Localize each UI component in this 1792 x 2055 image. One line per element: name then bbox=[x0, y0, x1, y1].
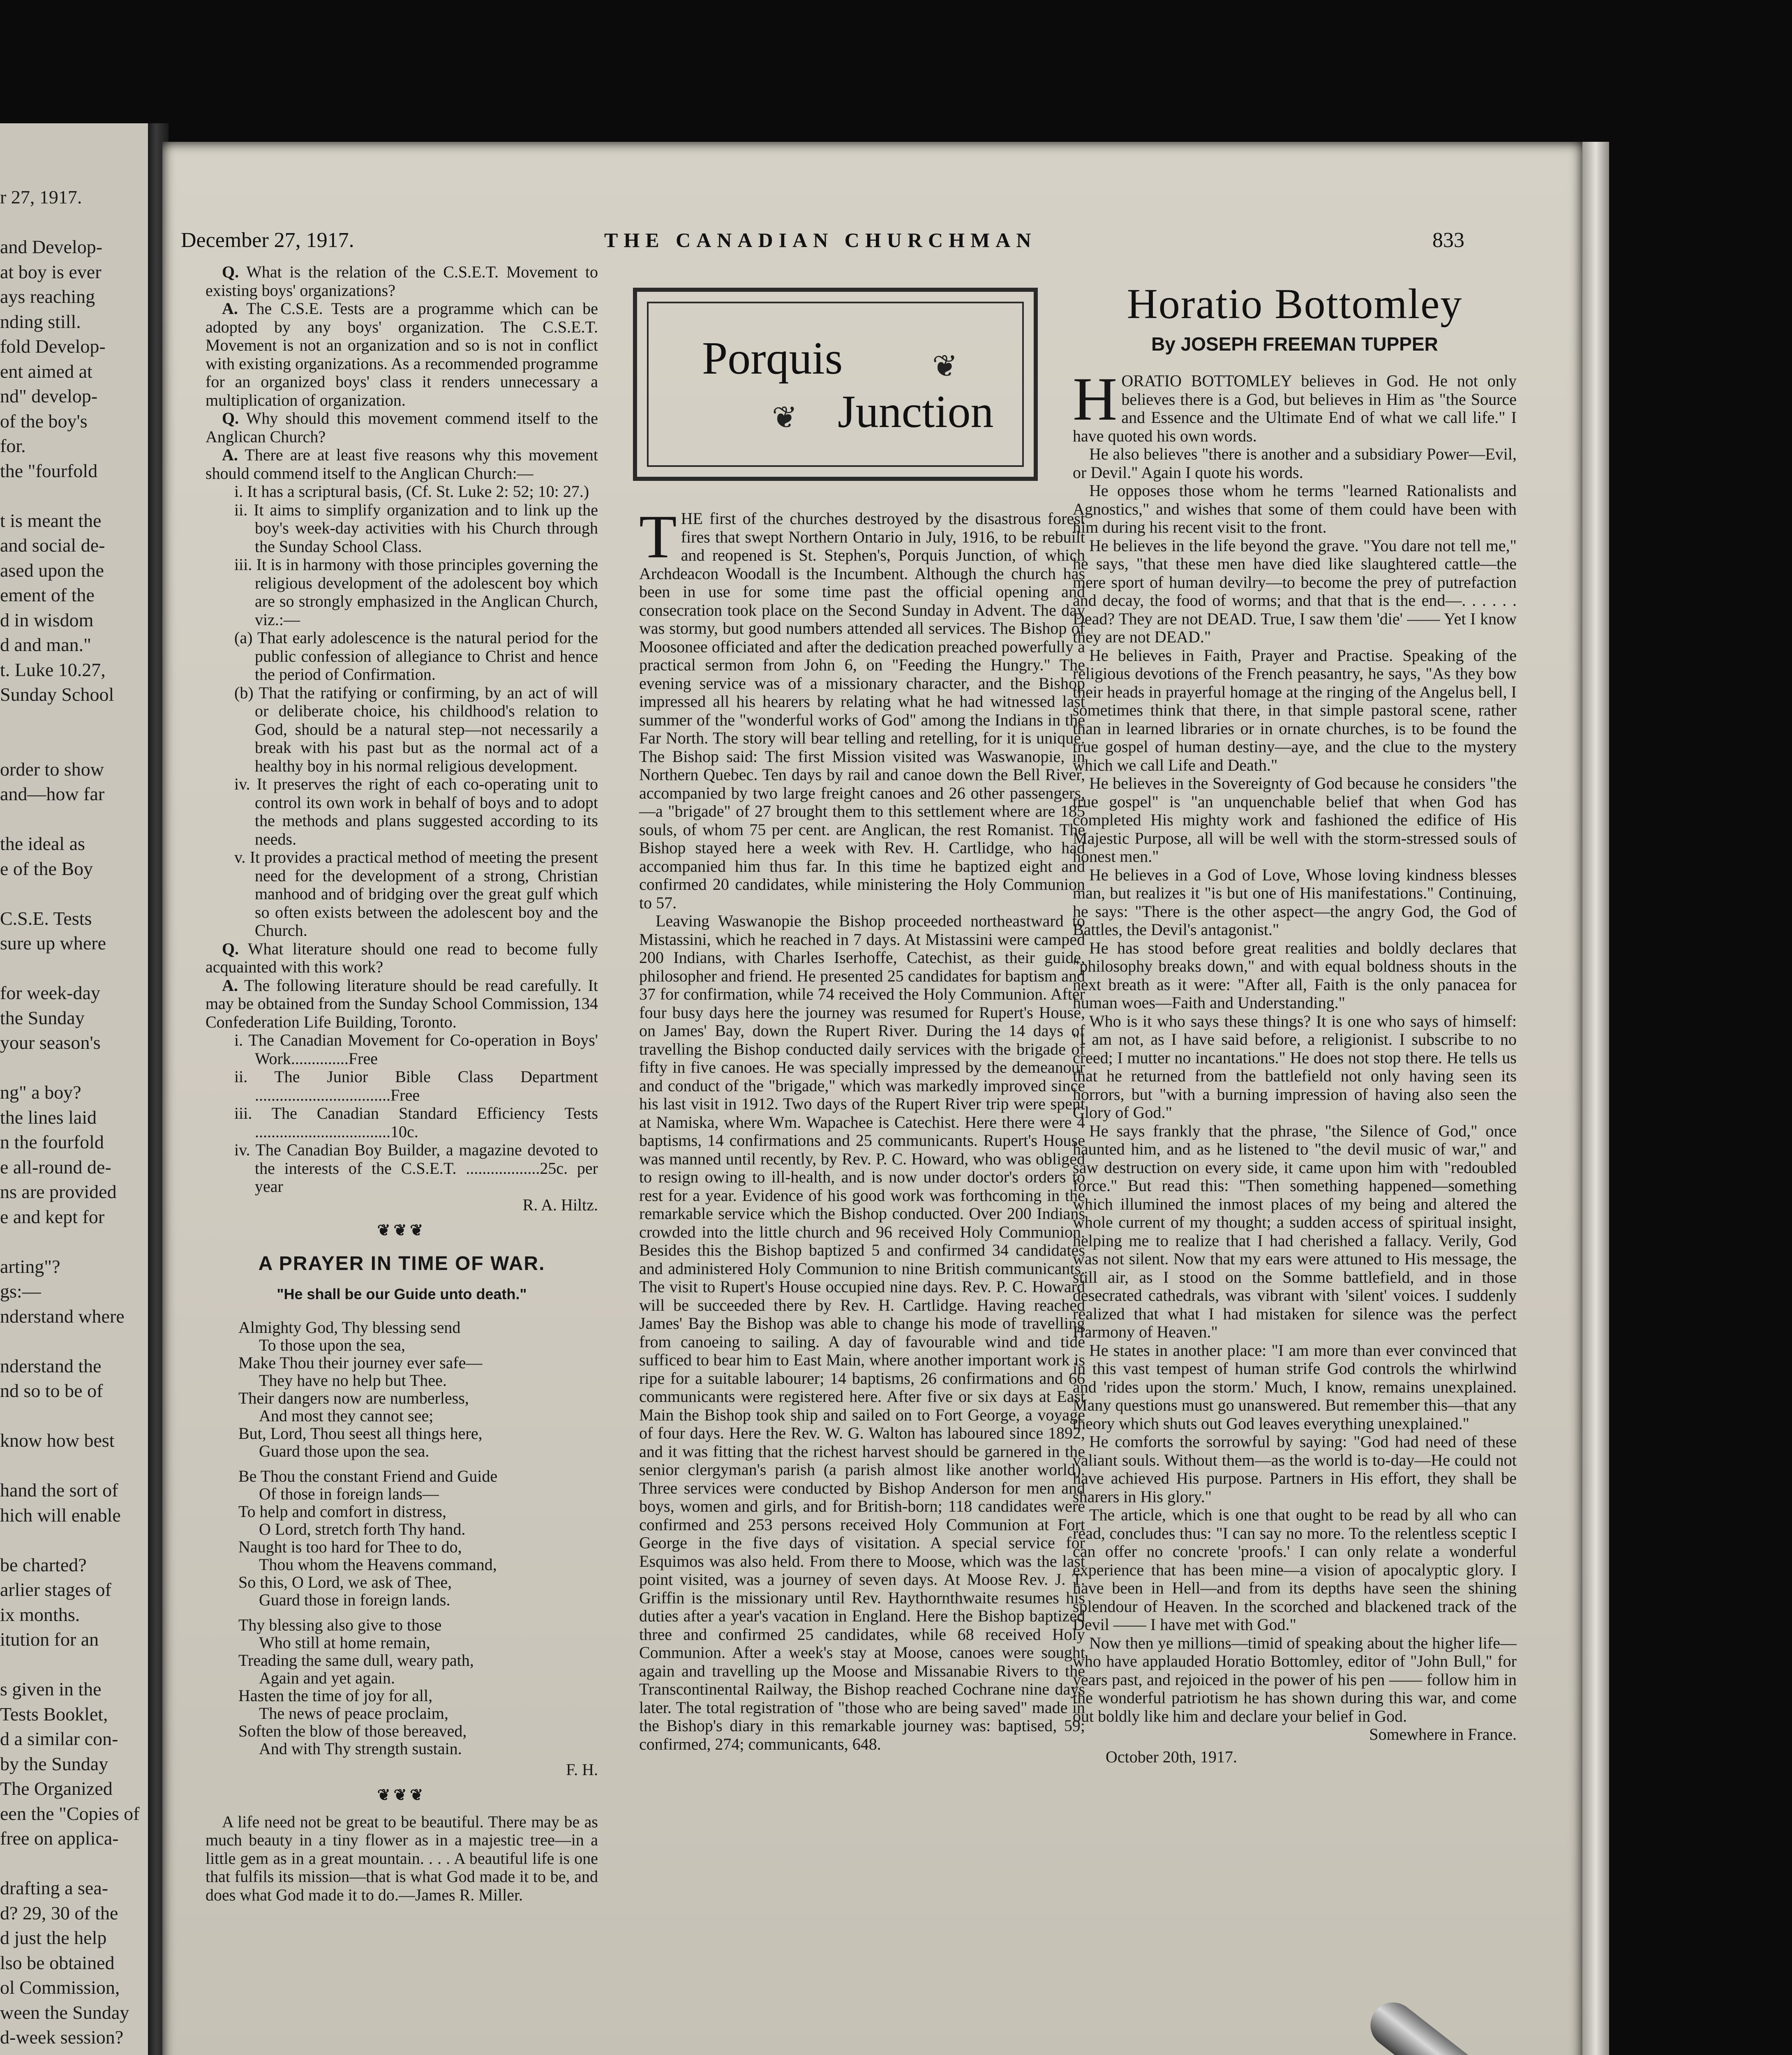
list-item bbox=[206, 775, 598, 848]
article-paragraph: He says frankly that the phrase, "the Silence of God," once haunted him, and as he listened to "the devil music of war," and saw destruction on every side, it came upon him with "redoubled force." But read this: "Then something happened—something which illumined the inmost places of my being and altered the whole current of my thought; a sudden access of spiritual insight, helping me to realize that I had cherished a fallacy. Verily, God was not silent. Now that my ears were attuned to His message, the still air, as I stood on the Somme battlefield, and in those desecrated cathedrals, was vibrant with 'silent' voices. I suddenly realized that what I had mistaken for silence was the perfect Harmony of Heaven." bbox=[1073, 1121, 1517, 1341]
prayer-poem bbox=[206, 1318, 598, 1757]
stanza-gap bbox=[206, 1460, 598, 1467]
qa-text: There are at least five reasons why this movement should commend itself to the Anglican Church:— bbox=[206, 446, 598, 483]
left-page-line: nd so to be of bbox=[0, 1380, 103, 1401]
poem-line: So this, O Lord, we ask of Thee, bbox=[238, 1572, 452, 1591]
left-page-line: sure up where bbox=[0, 933, 106, 954]
article-signoff: Somewhere in France. bbox=[1369, 1725, 1517, 1743]
left-page-line: at boy is ever bbox=[0, 261, 102, 282]
qa-label: A. bbox=[222, 446, 238, 464]
list-item bbox=[206, 483, 598, 501]
left-page-line: s given in the bbox=[0, 1679, 102, 1699]
poem-line: To those upon the sea, bbox=[259, 1335, 406, 1354]
leaf-ornament-icon: ❦ bbox=[772, 400, 798, 435]
list-text: It preserves the right of each co-operating unit to control its own work in behalf of boys and to adopt the methods and plans suggested according to its needs. bbox=[255, 775, 598, 848]
poem-line: Be Thou the constant Friend and Guide bbox=[238, 1466, 498, 1485]
drop-cap: H bbox=[1073, 365, 1118, 433]
left-page-line: gs:— bbox=[0, 1281, 41, 1302]
poem-line: And most they cannot see; bbox=[259, 1406, 434, 1425]
poem-line: To help and comfort in distress, bbox=[238, 1502, 446, 1521]
list-item bbox=[206, 556, 598, 629]
left-page-line: ix months. bbox=[0, 1604, 80, 1625]
list-item bbox=[206, 629, 598, 684]
left-page-line: Sunday School bbox=[0, 684, 114, 705]
list-text: The Canadian Standard Efficiency Tests .................................10c. bbox=[255, 1104, 598, 1141]
list-number: iii. bbox=[234, 1104, 252, 1122]
stanza-gap bbox=[206, 1609, 598, 1616]
left-page-line: e of the Boy bbox=[0, 858, 93, 879]
article-paragraph: He believes in the Sovereignty of God because he considers "the true gospel" is "an unquenchable belief that when God has completed His mighty work and fashioned the edifice of His Majestic Purpose, all will be well with the storm-stressed souls of honest men." bbox=[1073, 774, 1517, 866]
poem-line: Guard those upon the sea. bbox=[259, 1441, 430, 1460]
left-page-fragment bbox=[0, 123, 148, 2055]
article-title: Horatio Bottomley bbox=[1127, 280, 1463, 328]
left-page-line: ent aimed at bbox=[0, 360, 92, 382]
list-text: It aims to simplify organization and to link up the boy's week-day activities with his Church through the Sunday School Class. bbox=[254, 500, 598, 556]
left-page-line: and social de- bbox=[0, 535, 105, 556]
list-text: It is in harmony with those principles governing the religious development of the adolescent boy which are so strongly emphasized in the Anglican Church, viz.:— bbox=[255, 555, 598, 629]
left-page-line: hand the sort of bbox=[0, 1480, 118, 1501]
left-page-line: arlier stages of bbox=[0, 1579, 111, 1600]
left-page-line: ased upon the bbox=[0, 559, 104, 581]
left-page-line: of the boy's bbox=[0, 410, 88, 432]
article-paragraph: Leaving Waswanopie the Bishop proceeded northeastward to Mistassini, which he reached in 7 days. At Mistassini were camped 200 Indians, with Charles Iserhoffe, Catechist, as their guide, philosopher and friend. He presented 25 candidates for baptism and 37 for confirmation, while 74 received the Holy Communion. After four busy days here the journey was resumed for Rupert's House, on James' Bay, down the Rupert River. During the 14 days of travelling the Bishop conducted daily services with the brigade of fifty in five canoes. He was specially impressed by the demeanour and conduct of the "brigade," which was markedly improved since his last visit in 1912. Two days of the Rupert River trip were spent at Namiska, where Wm. Wapachee is Catechist. Here there were 4 baptisms, 14 confirmations and 25 communicants. Rupert's House was manned until recently, by Rev. P. C. Howard, who was obliged to resign owing to ill-health, and is now under doctor's orders to rest for a year. Evidence of his good work was forthcoming in the remarkable service which the Bishop conducted. Over 200 Indians crowded into the little church and 96 received Holy Communion. Besides this the Bishop baptized 5 and confirmed 34 candidates and administered Holy Communion to nine British communicants. The visit to Rupert's House occupied nine days. Rev. P. C. Howard will be succeeded there by Rev. H. Cartlidge. Having reached James' Bay the Bishop was able to change his mode of travelling from canoeing to sailing. A day of favourable wind and tide sufficed to bear him to East Main, where another important work is ripe for a suitable labourer; 14 baptisms, 26 confirmations and 66 communicants were registered here. After five or six days at East Main the Bishop took ship and sailed on to Fort George, a voyage of four days. Here the Rev. W. G. Walton has laboured since 1892, and it was fitting that the richest harvest should be garnered in the senior clergyman's parish (a parish almost like another world). Three services were conducted by Bishop Anderson for men and boys, women and girls, and for British-born; 118 candidates were confirmed and 253 persons received Holy Communion at Fort George in the five days of visitation. A special service for Esquimos was also held. From there to Moose, which was the last point visited, was a journey of seven days. At Moose Rev. J. T. Griffin is the missionary until Rev. Haythornthwaite resumes his duties after a year's vacation in England. Here the Bishop baptized three and confirmed 25 candidates, while 68 received Holy Communion. After a week's stay at Moose, canoes were sought again and travelling up the Moose and Missanabie Rivers to the Transcontinental Railway, the Bishop reached Cochrane nine days later. The total registration of "those who are being saved" made in the Bishop's diary in this remarkable journey was: baptised, 59; confirmed, 274; communicants, 648. bbox=[639, 912, 1085, 1753]
leaf-ornament-icon: ❦ bbox=[932, 349, 958, 384]
qa-text: Why should this movement commend itself to the Anglican Church? bbox=[206, 409, 598, 446]
poem-line: Guard those in foreign lands. bbox=[259, 1590, 450, 1609]
qa-label: Q. bbox=[222, 263, 239, 281]
poem-line: Who still at home remain, bbox=[259, 1633, 430, 1652]
porquis-title-box bbox=[633, 288, 1038, 481]
qa-label: Q. bbox=[222, 409, 239, 427]
drop-cap: T bbox=[639, 503, 677, 571]
qa-paragraph bbox=[206, 409, 598, 446]
qa-paragraph bbox=[206, 446, 598, 483]
left-page-line: be charted? bbox=[0, 1554, 87, 1575]
article-paragraph: He believes in the life beyond the grave. "You dare not tell me," he says, "that these men have died like slaughtered cattle—the mere sport of human devilry—to become the prey of putrefaction and decay, the food of worms; and that that is the end—. . . . . . Dead? They are not DEAD. True, I saw them 'die' —— Yet I know they are not DEAD." bbox=[1073, 536, 1517, 646]
left-page-line: for week-day bbox=[0, 982, 100, 1003]
list-item bbox=[206, 501, 598, 556]
left-page-line: nderstand where bbox=[0, 1305, 125, 1327]
porquis-title-line1: Porquis bbox=[702, 333, 843, 384]
ornament-divider: ❦❦❦ bbox=[377, 1787, 427, 1804]
left-page-line: nd" develop- bbox=[0, 386, 98, 406]
article-paragraph: THE first of the churches destroyed by the disastrous forest fires that swept Northern Ontario in July, 1916, to be rebuilt and reopened is St. Stephen's, Porquis Junction, of which Archdeacon Woodall is the Incumbent. Although the church has been in use for some time past the official opening and consecration took place on the Second Sunday in Advent. The day was stormy, but good numbers attended all services. The Bishop of Moosonee officiated and after the dedication preached powerfully a practical sermon from John 6, on "Feeding the Hungry." The evening service was of a missionary character, and the Bishop impressed all his hearers by relating what he had witnessed last summer of the "wonderful works of God" among the Indians in the Far North. The story will bear telling and retelling, for it is unique. The Bishop said: The first Mission visited was Waswanopie, in Northern Quebec. Ten days by rail and canoe down the Bell River, accompanied by two large freight canoes and 26 other passengers,—a "brigade" of 27 brought them to this settlement where are 185 souls, of whom 75 per cent. are Anglican, the rest Romanist. The Bishop stayed here a week with Rev. H. Cartlidge, who had accompanied him thus far. In this time he baptized eight and confirmed 20 candidates, while ministering the Holy Communion to 57. bbox=[639, 503, 1085, 912]
list-number: (b) bbox=[234, 683, 254, 702]
qa-paragraph bbox=[206, 300, 598, 409]
list-text: It provides a practical method of meeting the present need for the development of a strong, Christian manhood and of bridging over the great gulf which so often exists between the adolescent boy and the Church. bbox=[249, 848, 598, 940]
left-page-line: the Sunday bbox=[0, 1007, 85, 1028]
left-page-line: know how best bbox=[0, 1430, 115, 1451]
left-page-line: itution for an bbox=[0, 1629, 99, 1650]
article-paragraph: Who is it who says these things? It is one who says of himself: "I am not, as I have said before, a religionist. I subscribe to no creed; I mutter no incantations." He does not stop there. He tells us that he returned from the battlefield not only having seen its horrors, but "with a burning impression of having also seen the Glory of God." bbox=[1073, 1011, 1517, 1122]
header-date: December 27, 1917. bbox=[181, 229, 354, 252]
sub-reasons-list bbox=[206, 629, 598, 775]
article-paragraph: He states in another place: "I am more than ever convinced that in this vast tempest of human strife God controls the whirlwind and 'rides upon the storm.' Much, I know, remains unexplained. Many questions must go unanswered. But remember this—that any theory which shuts out God leaves everything unexplained." bbox=[1073, 1341, 1517, 1433]
poem-line: The news of peace proclaim, bbox=[259, 1704, 448, 1723]
masthead: THE CANADIAN CHURCHMAN bbox=[604, 229, 1037, 252]
prayer-epigraph: "He shall be our Guide unto death." bbox=[277, 1286, 527, 1302]
qa-paragraph bbox=[206, 263, 598, 300]
literature-list bbox=[206, 1031, 598, 1196]
left-page-line: t is meant the bbox=[0, 510, 102, 531]
page-edge bbox=[1582, 142, 1609, 2055]
poem-line: They have no help but Thee. bbox=[259, 1371, 447, 1390]
left-page-line: ween the Sunday bbox=[0, 2002, 129, 2023]
article-paragraph: He has stood before great realities and boldly declares that "philosophy breaks down," and with equal boldness shouts in the next breath as it were: "After all, Faith is the only panacea for human woes—Faith and Understanding." bbox=[1073, 938, 1517, 1012]
left-page-line: t. Luke 10.27, bbox=[0, 659, 106, 680]
poem-line: But, Lord, Thou seest all things here, bbox=[238, 1424, 483, 1443]
left-page-line: and Develop- bbox=[0, 236, 103, 257]
left-page-line: r 27, 1917. bbox=[0, 187, 82, 208]
article-paragraph: He believes in a God of Love, Whose loving kindness blesses man, but realizes it "is but one of His manifestations." Continuing, he says: "There is the other aspect—the angry God, the God of Battles, the Devil's antagonist." bbox=[1073, 865, 1517, 939]
article-paragraph: Now then ye millions—timid of speaking about the higher life—who have applauded Horatio Bottomley, editor of "John Bull," for years past, and rejoiced in the power of his pen —— follow him in the wonderful patriotism he has shown during this war, and come out boldly like him and declare your belief in God. bbox=[1073, 1633, 1517, 1725]
list-number: ii. bbox=[234, 1067, 248, 1086]
column-porquis-junction bbox=[639, 503, 1085, 1753]
article-date: October 20th, 1917. bbox=[1106, 1747, 1237, 1766]
page-number: 833 bbox=[1432, 229, 1464, 252]
left-page-line: nderstand the bbox=[0, 1355, 102, 1376]
porquis-title-inner-border bbox=[647, 302, 1024, 467]
qa-paragraph bbox=[206, 940, 598, 977]
poem-line: O Lord, stretch forth Thy hand. bbox=[259, 1519, 466, 1538]
left-page-line: e and kept for bbox=[0, 1206, 105, 1227]
list-item bbox=[206, 684, 598, 776]
list-text: The Canadian Boy Builder, a magazine devoted to the interests of the C.S.E.T. ..................25c. per year bbox=[255, 1141, 598, 1196]
left-page-line: the "fourfold bbox=[0, 460, 98, 481]
poem-line: Their dangers now are numberless, bbox=[238, 1388, 469, 1407]
ornament-divider: ❦❦❦ bbox=[377, 1222, 427, 1239]
left-page-line: for. bbox=[0, 435, 26, 456]
article-paragraph: The article, which is one that ought to be read by all who can read, concludes thus: "I can say no more. To the relentless sceptic I can offer no concrete 'proofs.' I can only relate a wonderful experience that has been mine—a vision of apocalyptic glory. I have been in Hell—and from its depths have seen the shining splendour of Heaven. In the scorched and blackened track of the Devil —— I have met with God." bbox=[1073, 1505, 1517, 1634]
list-item bbox=[206, 848, 598, 940]
poem-line: Thou whom the Heavens command, bbox=[259, 1555, 497, 1574]
poem-line: Hasten the time of joy for all, bbox=[238, 1686, 433, 1705]
left-page-line: d in wisdom bbox=[0, 609, 94, 630]
column-horatio-bottomley bbox=[1073, 365, 1517, 1766]
list-number: iii. bbox=[234, 555, 252, 574]
left-page-line: fold Develop- bbox=[0, 336, 106, 357]
list-text: The Canadian Movement for Co-operation in Boys' Work..............Free bbox=[248, 1031, 598, 1068]
left-page-line: by the Sunday bbox=[0, 1753, 109, 1774]
poem-line: Of those in foreign lands— bbox=[259, 1484, 439, 1503]
reasons-list-continued bbox=[206, 775, 598, 940]
article-paragraph: He opposes those whom he terms "learned Rationalists and Agnostics," and wishes that some of them could have been with him during his recent visit to the front. bbox=[1073, 481, 1517, 536]
left-page-line: ng" a boy? bbox=[0, 1082, 81, 1103]
list-item bbox=[206, 1031, 598, 1068]
left-page-line: the ideal as bbox=[0, 833, 85, 854]
list-text: It has a scriptural basis, (Cf. St. Luke 2: 52; 10: 27.) bbox=[247, 482, 589, 501]
list-item bbox=[206, 1104, 598, 1141]
qa-label: A. bbox=[222, 976, 238, 995]
prayer-author: F. H. bbox=[566, 1760, 598, 1779]
list-number: iv. bbox=[234, 1141, 250, 1159]
left-page-line: free on applica- bbox=[0, 1828, 119, 1849]
poem-line: Almighty God, Thy blessing send bbox=[238, 1318, 461, 1337]
article-byline: By JOSEPH FREEMAN TUPPER bbox=[1151, 333, 1438, 355]
qa-intro-block bbox=[206, 263, 598, 483]
left-page-line: d? 29, 30 of the bbox=[0, 1902, 118, 1923]
list-item bbox=[206, 1068, 598, 1104]
left-page-line: e all-round de- bbox=[0, 1156, 111, 1178]
qa-text: What is the relation of the C.S.E.T. Movement to existing boys' organizations? bbox=[206, 263, 598, 300]
poem-line: Thy blessing also give to those bbox=[238, 1615, 442, 1634]
left-page-line: order to show bbox=[0, 758, 104, 780]
left-page-line: lso be obtained bbox=[0, 1952, 115, 1973]
prayer-title: A PRAYER IN TIME OF WAR. bbox=[258, 1252, 545, 1275]
left-page-line: C.S.E. Tests bbox=[0, 907, 92, 929]
left-page-line: drafting a sea- bbox=[0, 1877, 109, 1898]
poem-line: Again and yet again. bbox=[259, 1668, 395, 1687]
list-number: i. bbox=[234, 1031, 243, 1049]
left-page-line: arting"? bbox=[0, 1256, 60, 1277]
poem-line: Treading the same dull, weary path, bbox=[238, 1651, 474, 1669]
left-page-line: ol Commission, bbox=[0, 1977, 120, 1998]
left-page-line: een the "Copies of bbox=[0, 1803, 140, 1824]
qa-text: The C.S.E. Tests are a programme which can be adopted by any boys' organization. The C.S.E.T. Movement is not an organization and so is not in conflict with existing organizations. As a recommended programme for an organized boys' class it renders unnecessary a multiplication of organization. bbox=[206, 299, 598, 409]
list-text: That the ratifying or confirming, by an act of will or deliberate choice, his childhood's relation to God, should be a natural step—not necessarily a break with his past but as the normal act of a healthy boy in his normal religious development. bbox=[255, 683, 598, 775]
article-paragraph bbox=[1073, 365, 1517, 445]
poem-line: Soften the blow of those bereaved, bbox=[238, 1721, 467, 1740]
list-text: That early adolescence is the natural period for the public confession of allegiance to Christ and hence the period of Confirmation. bbox=[255, 628, 598, 683]
qa-label: Q. bbox=[222, 939, 239, 958]
article-paragraph: He comforts the sorrowful by saying: "God had need of these valiant souls. Without them—as the world is to-day—He could not have achieved His purpose. Partners in His effort, they shall be sharers in His glory." bbox=[1073, 1432, 1517, 1506]
list-number: v. bbox=[234, 848, 246, 866]
column-cset-movement bbox=[206, 263, 598, 1904]
left-page-line: d a similar con- bbox=[0, 1728, 118, 1749]
qa-text: What literature should one read to become fully acquainted with this work? bbox=[206, 939, 598, 976]
article-body bbox=[1073, 365, 1517, 1725]
closing-quote: A life need not be great to be beautiful. There may be as much beauty in a tiny flower as in a majestic tree—in a little gem as in a great mountain. . . . A beautiful life is one that fulfils its mission—that is what God made it to be, and does what God made it to do.—James R. Miller. bbox=[206, 1812, 598, 1904]
list-number: ii. bbox=[234, 500, 248, 519]
left-page-line: ays reaching bbox=[0, 286, 95, 307]
list-number: iv. bbox=[234, 775, 250, 793]
left-page-line: d just the help bbox=[0, 1927, 107, 1948]
left-page-line: ement of the bbox=[0, 584, 95, 605]
left-page-line: d-week session? bbox=[0, 2027, 124, 2048]
left-page-line: d and man." bbox=[0, 634, 91, 655]
left-page-line: your season's bbox=[0, 1032, 101, 1053]
poem-line: Make Thou their journey ever safe— bbox=[238, 1353, 483, 1372]
left-page-line: Tests Booklet, bbox=[0, 1703, 108, 1725]
list-text: The Junior Bible Class Department .................................Free bbox=[255, 1067, 598, 1104]
left-page-line: n the fourfold bbox=[0, 1131, 104, 1152]
author-signature: R. A. Hiltz. bbox=[522, 1195, 598, 1214]
list-number: (a) bbox=[234, 628, 253, 647]
left-page-line: and—how far bbox=[0, 783, 105, 804]
poem-line: Naught is too hard for Thee to do, bbox=[238, 1537, 462, 1556]
list-item bbox=[206, 1141, 598, 1196]
article-paragraph: He believes in Faith, Prayer and Practise. Speaking of the religious devotions of the French peasantry, he says, "As they bow their heads in prayerful homage at the ringing of the Angelus bell, I sometimes think that there, in that simple pastoral scene, rather than in learned libraries or in ornate churches, is to be found the true gospel of human destiny—aye, and the clue to the mystery which we call Life and Death." bbox=[1073, 646, 1517, 774]
reasons-list bbox=[206, 483, 598, 629]
left-page-line: hich will enable bbox=[0, 1504, 121, 1526]
left-page-line: ns are provided bbox=[0, 1181, 117, 1202]
poem-line: And with Thy strength sustain. bbox=[259, 1739, 462, 1758]
left-page-line: the lines laid bbox=[0, 1106, 97, 1128]
left-page-line: nding still. bbox=[0, 311, 81, 332]
qa-text: The following literature should be read carefully. It may be obtained from the Sunday School Commission, 134 Confederation Life Building, Toronto. bbox=[206, 976, 598, 1031]
porquis-title-line2: Junction bbox=[838, 386, 994, 437]
qa-paragraph bbox=[206, 977, 598, 1032]
qa-label: A. bbox=[222, 299, 238, 318]
paragraph-text: ORATIO BOTTOMLEY believes in God. He not only believes there is a God, but believes in Him as "the Source and Essence and the Ultimate End of what we call life." I have quoted his own words. bbox=[1073, 372, 1517, 445]
left-page-line: The Organized bbox=[0, 1778, 113, 1799]
qa-literature-block bbox=[206, 940, 598, 1032]
list-number: i. bbox=[234, 482, 243, 501]
article-paragraph: He also believes "there is another and a subsidiary Power—Evil, or Devil." Again I quote his words. bbox=[1073, 445, 1517, 482]
